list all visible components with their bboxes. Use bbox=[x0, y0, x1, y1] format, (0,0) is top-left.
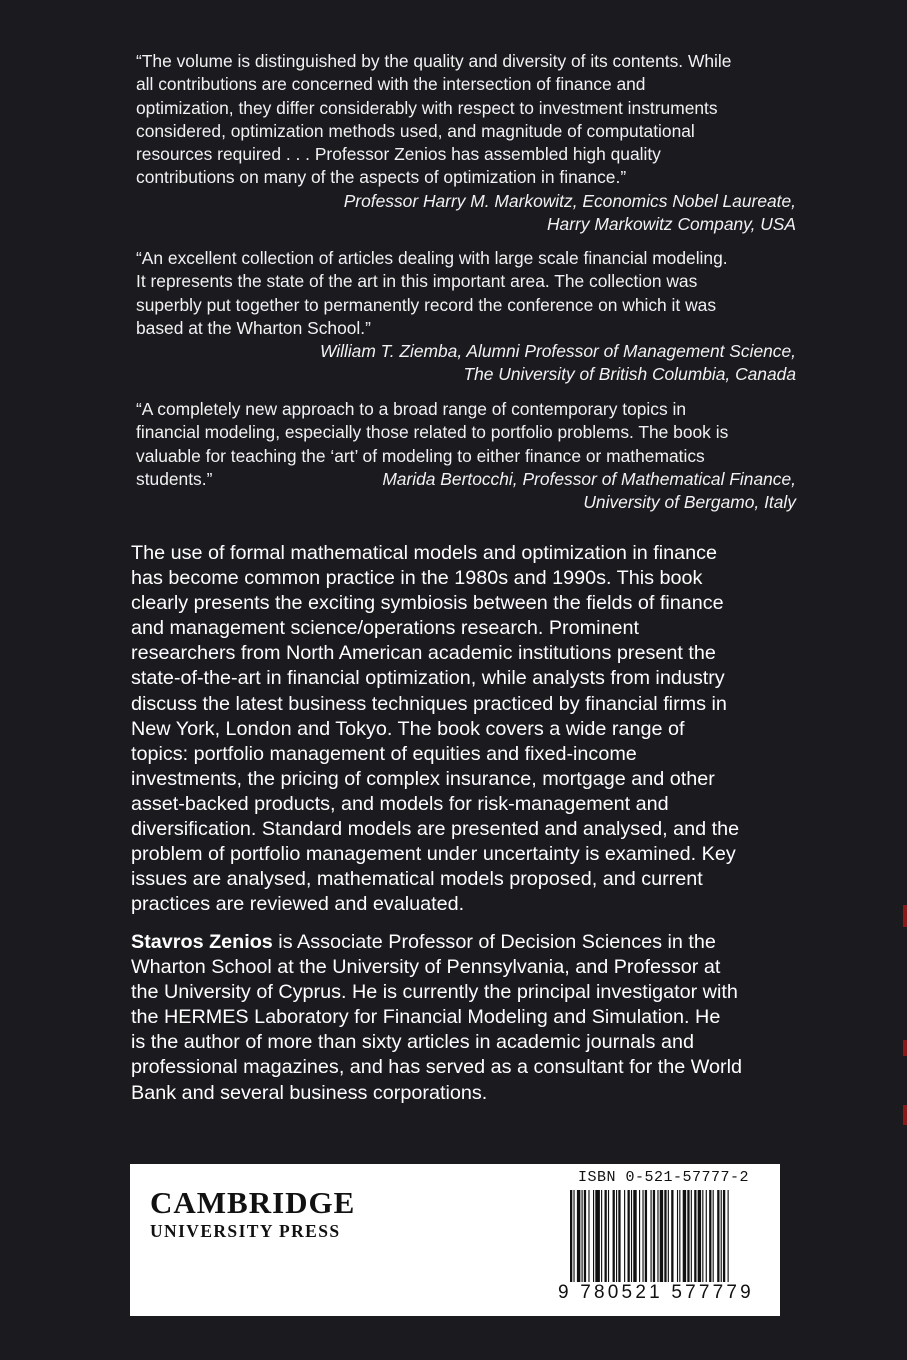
review-1 bbox=[136, 50, 796, 236]
edge-mark-3 bbox=[903, 1105, 907, 1125]
review-3-text: “A completely new approach to a broad range of contemporary topics in financial modeling, especially those related to portfolio problems. The book is valuable for teaching the ‘art’ of modeling to either finance or mathematics bbox=[136, 399, 729, 466]
book-description: The use of formal mathematical models and optimization in finance has become common practice in the 1980s and 1990s. This book clearly presents the exciting symbiosis between the fields of finance and management science/operations research. Prominent researchers from North American academic institutions present the state-of-the-art in financial optimization, while analysts from industry discuss the latest business techniques practiced by financial firms in New York, London and Tokyo. The book covers a wide range of topics: portfolio management of equities and fixed-income investments, the pricing of complex insurance, mortgage and other asset-backed products, and models for risk-management and diversification. Standard models are presented and analysed, and the problem of portfolio management under uncertainty is examined. Key issues are analysed, mathematical models proposed, and current practices are reviewed and evaluated. bbox=[131, 542, 740, 916]
review-2-text: “An excellent collection of articles dealing with large scale financial modeling. It represents the state of the art in this important area. The collection was superbly put together to permanently record the conference on which it was based at the Wharton School.” bbox=[136, 248, 728, 338]
publisher-logo bbox=[150, 1186, 355, 1242]
publisher-subname: UNIVERSITY PRESS bbox=[150, 1221, 341, 1241]
review-2-attribution-line1: William T. Ziemba, Alumni Professor of Management Science, bbox=[319, 341, 796, 362]
edge-mark-1 bbox=[903, 905, 907, 927]
review-3-attribution-line1: Marida Bertocchi, Professor of Mathematical Finance, bbox=[382, 468, 796, 489]
review-2-attribution-line2: The University of British Columbia, Canada bbox=[463, 364, 796, 385]
publisher-name: CAMBRIDGE bbox=[150, 1185, 356, 1220]
author-name: Stavros Zenios bbox=[131, 931, 273, 953]
review-3-text-last-line: students.” bbox=[136, 468, 213, 489]
author-bio-text: is Associate Professor of Decision Sciences in the Wharton School at the University of Pennsylvania, and Professor at the University of Cyprus. He is currently the principal investigator with the HERMES Laboratory for Financial Modeling and Simulation. He is the author of more than sixty articles in academic journals and professional magazines, and has served as a consultant for the World Bank and several business corporations. bbox=[131, 931, 742, 1104]
review-3-last-line bbox=[136, 468, 796, 491]
author-bio bbox=[131, 930, 791, 1106]
review-1-attribution-line2: Harry Markowitz Company, USA bbox=[547, 214, 796, 235]
review-1-attribution-line1: Professor Harry M. Markowitz, Economics Nobel Laureate, bbox=[343, 190, 796, 211]
review-3 bbox=[136, 398, 796, 514]
review-3-attribution-line2: University of Bergamo, Italy bbox=[583, 492, 796, 513]
isbn-label: ISBN 0-521-57777-2 bbox=[578, 1169, 750, 1186]
edge-mark-2 bbox=[903, 1040, 907, 1056]
review-1-text: “The volume is distinguished by the quality and diversity of its contents. While all contributions are concerned with the intersection of finance and optimization, they differ considerably with respect to investment instruments considered, optimization methods used, and magnitude of computational resources required . . . Professor Zenios has assembled high quality contributions on many of the aspects of optimization in finance.” bbox=[136, 51, 732, 188]
publisher-box bbox=[130, 1164, 780, 1316]
barcode-icon bbox=[570, 1190, 780, 1282]
barcode-digits: 9 780521 577779 bbox=[558, 1282, 754, 1303]
review-2 bbox=[136, 247, 796, 387]
